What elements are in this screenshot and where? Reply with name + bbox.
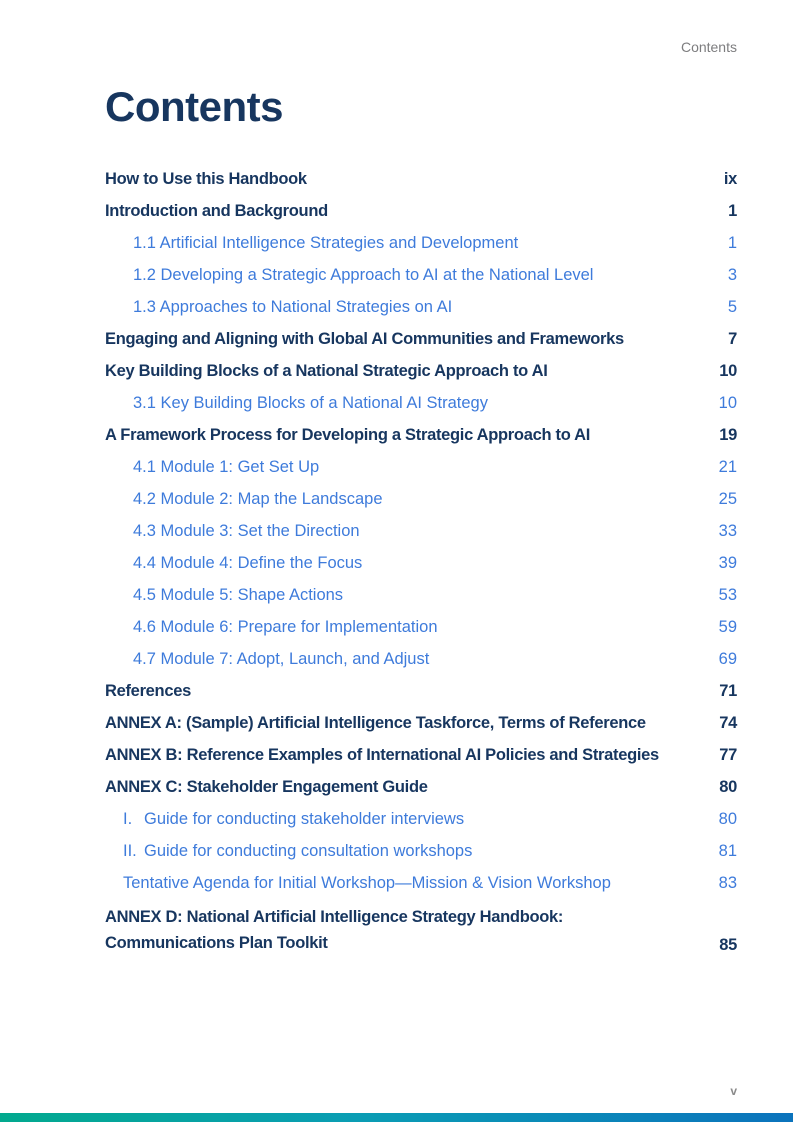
toc-entry[interactable] xyxy=(105,712,737,734)
toc-entry-page: 1 xyxy=(727,234,737,252)
toc-entry-page: 77 xyxy=(719,746,737,764)
toc-entry[interactable] xyxy=(105,744,737,766)
toc-entry-page: 83 xyxy=(718,874,737,892)
toc-entry-label: 4.4 Module 4: Define the Focus xyxy=(133,554,363,572)
toc-entry-page: 19 xyxy=(719,426,737,444)
toc-entry-page: 69 xyxy=(718,650,737,668)
toc-entry-page: 71 xyxy=(719,682,737,700)
toc-entry[interactable] xyxy=(105,520,737,542)
toc-entry-label: 4.3 Module 3: Set the Direction xyxy=(133,522,360,540)
toc-entry[interactable] xyxy=(105,456,737,478)
toc-list xyxy=(105,168,737,956)
toc-entry[interactable] xyxy=(105,776,737,798)
toc-entry-page: 21 xyxy=(718,458,737,476)
toc-entry[interactable] xyxy=(105,264,737,286)
page-title: Contents xyxy=(105,83,283,130)
toc-entry-page: 3 xyxy=(727,266,737,284)
toc-entry-label: Tentative Agenda for Initial Workshop—Mission & Vision Workshop xyxy=(123,874,611,892)
toc-entry-page: 39 xyxy=(718,554,737,572)
toc-entry-page: 10 xyxy=(718,394,737,412)
toc-entry-label: 1.2 Developing a Strategic Approach to AI at the National Level xyxy=(133,266,594,284)
running-header: Contents xyxy=(680,39,737,55)
toc-entry[interactable] xyxy=(105,584,737,606)
toc-entry-marker: I. xyxy=(123,810,133,828)
toc-entry-label: ANNEX C: Stakeholder Engagement Guide xyxy=(105,778,428,796)
footer-gradient-bar xyxy=(0,1113,793,1122)
toc-entry[interactable] xyxy=(105,360,737,382)
toc-entry-page: 10 xyxy=(719,362,737,380)
toc-entry-label: 4.7 Module 7: Adopt, Launch, and Adjust xyxy=(133,650,430,668)
toc-entry[interactable] xyxy=(105,808,737,830)
page-content xyxy=(105,0,737,966)
toc-entry-label: Key Building Blocks of a National Strategic Approach to AI xyxy=(105,362,548,380)
toc-entry-label: ANNEX B: Reference Examples of International AI Policies and Strategies xyxy=(105,746,659,764)
toc-entry-page: 7 xyxy=(728,330,737,348)
toc-entry-page: 25 xyxy=(718,490,737,508)
toc-entry-label: A Framework Process for Developing a Strategic Approach to AI xyxy=(105,426,591,444)
toc-entry-page: ix xyxy=(723,170,737,188)
toc-entry[interactable] xyxy=(105,840,737,862)
toc-entry-label: Guide for conducting consultation workshops xyxy=(144,842,473,860)
toc-entry-label: References xyxy=(105,682,191,700)
toc-entry[interactable] xyxy=(105,232,737,254)
footer-page-number: v xyxy=(730,1084,737,1098)
toc-entry-page: 80 xyxy=(718,810,737,828)
toc-entry[interactable] xyxy=(105,328,737,350)
toc-entry[interactable] xyxy=(105,680,737,702)
toc-entry-label: 1.1 Artificial Intelligence Strategies and Development xyxy=(133,234,519,252)
toc-entry-label: 3.1 Key Building Blocks of a National AI Strategy xyxy=(133,394,488,412)
toc-entry-page: 80 xyxy=(719,778,737,796)
toc-entry[interactable] xyxy=(105,424,737,446)
toc-entry[interactable] xyxy=(105,296,737,318)
toc-entry-page: 81 xyxy=(718,842,737,860)
toc-entry-label: 4.5 Module 5: Shape Actions xyxy=(133,586,344,604)
toc-entry-label: ANNEX D: National Artificial Intelligence Strategy Handbook: Communications Plan Toolkit xyxy=(105,908,564,952)
toc-entry-label: 4.6 Module 6: Prepare for Implementation xyxy=(133,618,438,636)
toc-entry-label: 4.2 Module 2: Map the Landscape xyxy=(133,490,383,508)
toc-entry-page: 53 xyxy=(718,586,737,604)
toc-entry-label: How to Use this Handbook xyxy=(105,170,307,188)
toc-entry[interactable] xyxy=(105,872,737,894)
toc-entry-page: 33 xyxy=(718,522,737,540)
toc-entry-label: Introduction and Background xyxy=(105,202,328,220)
toc-entry[interactable] xyxy=(105,488,737,510)
toc-entry-page: 1 xyxy=(728,202,737,220)
toc-entry[interactable] xyxy=(105,168,737,190)
toc-entry[interactable] xyxy=(105,616,737,638)
toc-entry-label: ANNEX A: (Sample) Artificial Intelligence Taskforce, Terms of Reference xyxy=(105,714,646,732)
toc-entry[interactable] xyxy=(105,200,737,222)
toc-entry-label: Engaging and Aligning with Global AI Communities and Frameworks xyxy=(105,330,624,348)
toc-entry-marker: II. xyxy=(123,842,137,860)
toc-entry[interactable] xyxy=(105,392,737,414)
toc-entry[interactable] xyxy=(105,904,737,956)
toc-entry-page: 59 xyxy=(718,618,737,636)
toc-entry-label: 1.3 Approaches to National Strategies on AI xyxy=(133,298,453,316)
toc-entry-label: 4.1 Module 1: Get Set Up xyxy=(133,458,320,476)
toc-entry-label: Guide for conducting stakeholder interviews xyxy=(144,810,465,828)
toc-entry-page: 74 xyxy=(719,714,737,732)
toc-entry-page: 5 xyxy=(727,298,737,316)
toc-entry[interactable] xyxy=(105,648,737,670)
toc-entry-page: 85 xyxy=(719,936,737,954)
toc-entry[interactable] xyxy=(105,552,737,574)
